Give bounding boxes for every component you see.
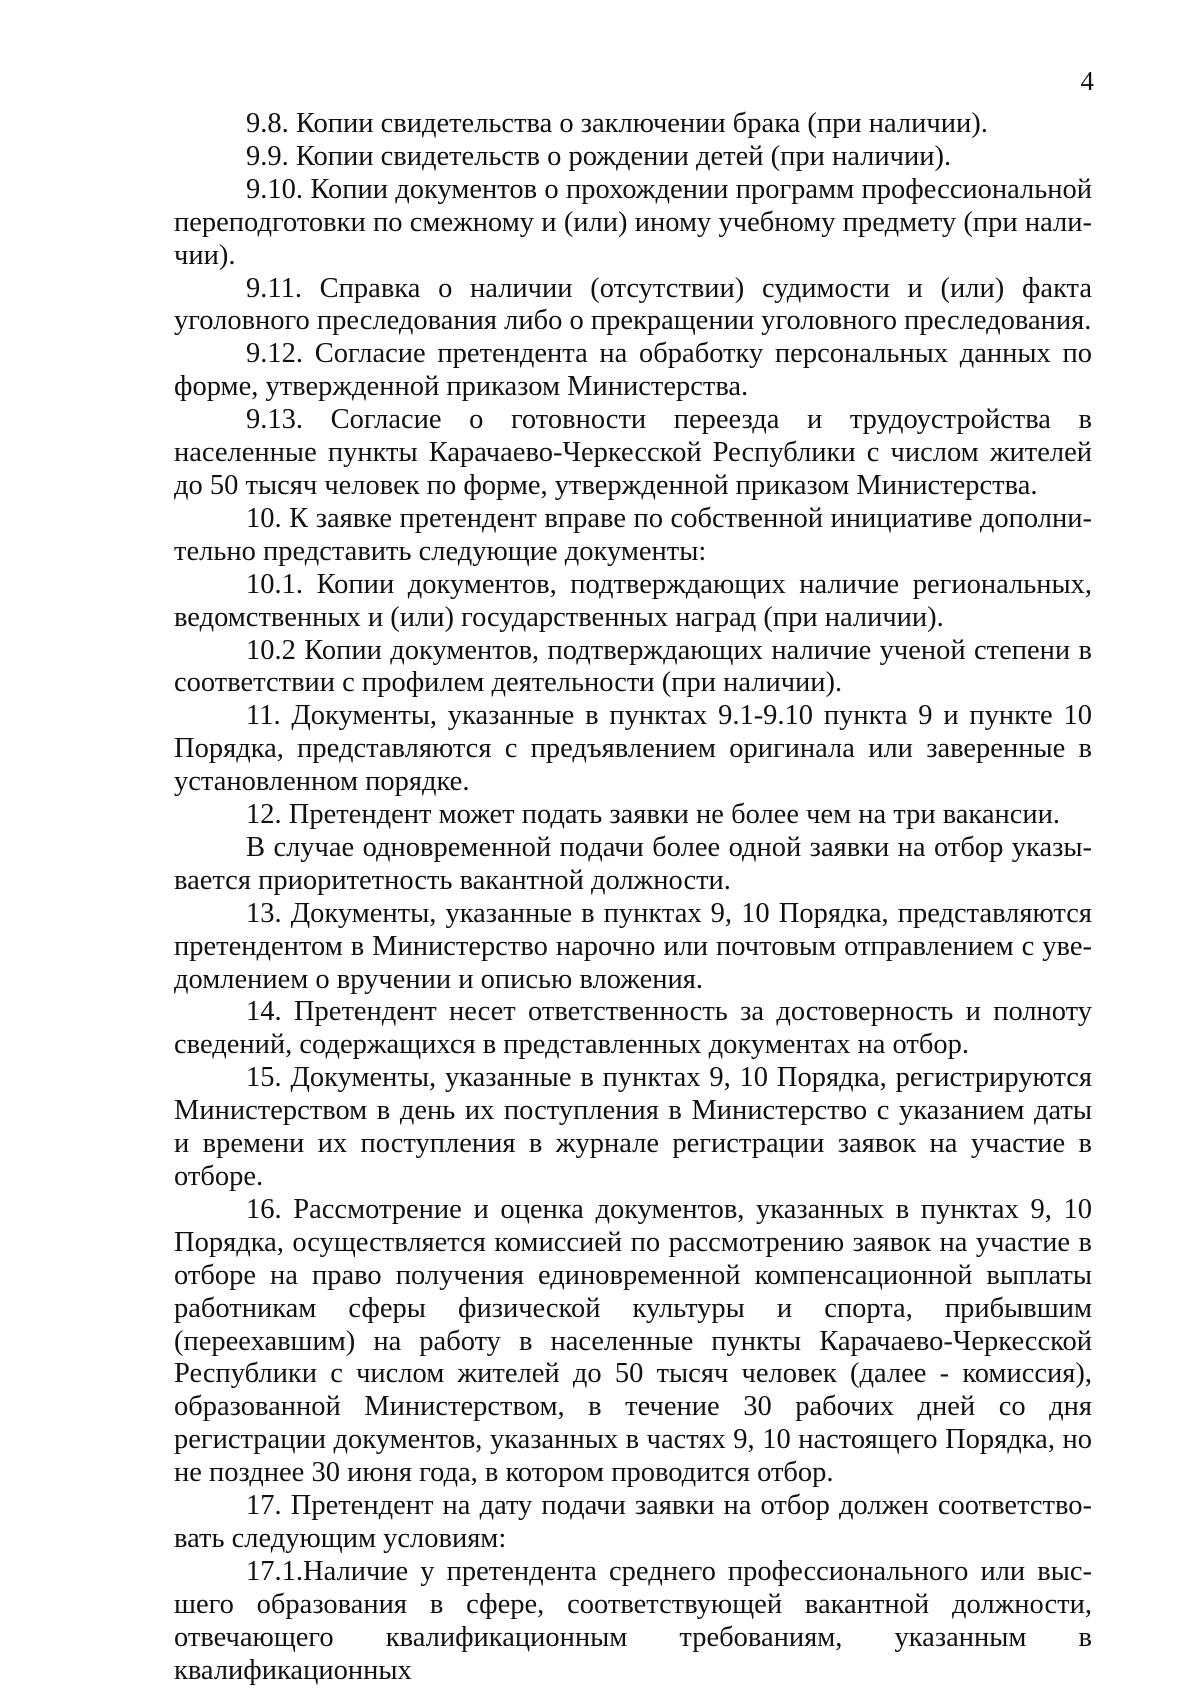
paragraph-17: 17. Претендент на дату подачи заявки на отбор должен соответствовать следующим условиям: xyxy=(174,1490,1092,1554)
document-body xyxy=(174,108,1092,1688)
paragraph-10: 10. К заявке претендент вправе по собственной инициативе дополнительно представить следующие документы: xyxy=(174,502,1092,567)
paragraph-13: 13. Документы, указанные в пунктах 9, 10 Порядка, представляются претендентом в Министерство нарочно или почтовым отправлением с уведомлением о вручении и описью вложения. xyxy=(174,897,1092,995)
paragraph-10-2: 10.2 Копии документов, подтверждающих наличие ученой степени в соответствии с профилем деятельности (при наличии). xyxy=(174,634,1092,699)
paragraph-10-1: 10.1. Копии документов, подтверждающих наличие региональных, ведомственных и (или) государственных наград (при наличии). xyxy=(174,568,1092,633)
paragraph-9-9: 9.9. Копии свидетельств о рождении детей (при наличии). xyxy=(246,140,952,172)
page-number: 4 xyxy=(1080,66,1094,96)
paragraph-9-8: 9.8. Копии свидетельства о заключении брака (при наличии). xyxy=(246,108,988,139)
paragraph-9-11: 9.11. Справка о наличии (отсутствии) судимости и (или) факта уголовного преследования либо о прекращении уголовного преследования. xyxy=(174,272,1092,337)
paragraph-9-10: 9.10. Копии документов о прохождении программ профессиональной переподготовки по смежному и (или) иному учебному предмету (при наличии). xyxy=(174,173,1092,271)
paragraph-12-continued: В случае одновременной подачи более одной заявки на отбор указывается приоритетность вакантной должности. xyxy=(174,831,1092,896)
paragraph-12: 12. Претендент может подать заявки не более чем на три вакансии. xyxy=(246,799,1061,831)
paragraph-15: 15. Документы, указанные в пунктах 9, 10 Порядка, регистрируются Министерством в день их поступления в Министерство с указанием даты и времени их поступления в журнале регистрации заявок на участие в отборе. xyxy=(174,1062,1092,1192)
paragraph-9-12: 9.12. Согласие претендента на обработку персональных данных по форме, утвержденной приказом Министерства. xyxy=(174,338,1092,403)
paragraph-11: 11. Документы, указанные в пунктах 9.1-9.10 пункта 9 и пункте 10 Порядка, представляются с предъявлением оригинала или заверенные в установленном порядке. xyxy=(174,700,1092,798)
paragraph-9-13: 9.13. Согласие о готовности переезда и трудоустройства в населенные пункты Карачаево-Черкесской Республики с числом жителей до 50 тысяч человек по форме, утвержденной приказом Министерства. xyxy=(174,404,1092,501)
paragraph-16: 16. Рассмотрение и оценка документов, указанных в пунктах 9, 10 Порядка, осуществляется комиссией по рассмотрению заявок на участие в отборе на право получения единовременной компенсационной выплаты работникам сферы физической культуры и спорта, прибывшим (переехавшим) на работу в населенные пункты Карачаево-Черкесской Республики с числом жителей до 50 тысяч человек (далее - комиссия), образованной Министерством, в течение 30 рабочих дней со дня регистрации документов, указанных в частях 9, 10 настоящего Порядка, но не позднее 30 июня года, в котором проводится отбор. xyxy=(174,1193,1092,1489)
paragraph-14: 14. Претендент несет ответственность за достоверность и полноту сведений, содержащихся в представленных документах на отбор. xyxy=(174,996,1092,1061)
paragraph-17-1: 17.1.Наличие у претендента среднего профессионального или высшего образования в сфере, соответствующей вакантной должности, отвечающего квалификационным требованиям, указанным в квалификационных xyxy=(174,1555,1092,1686)
